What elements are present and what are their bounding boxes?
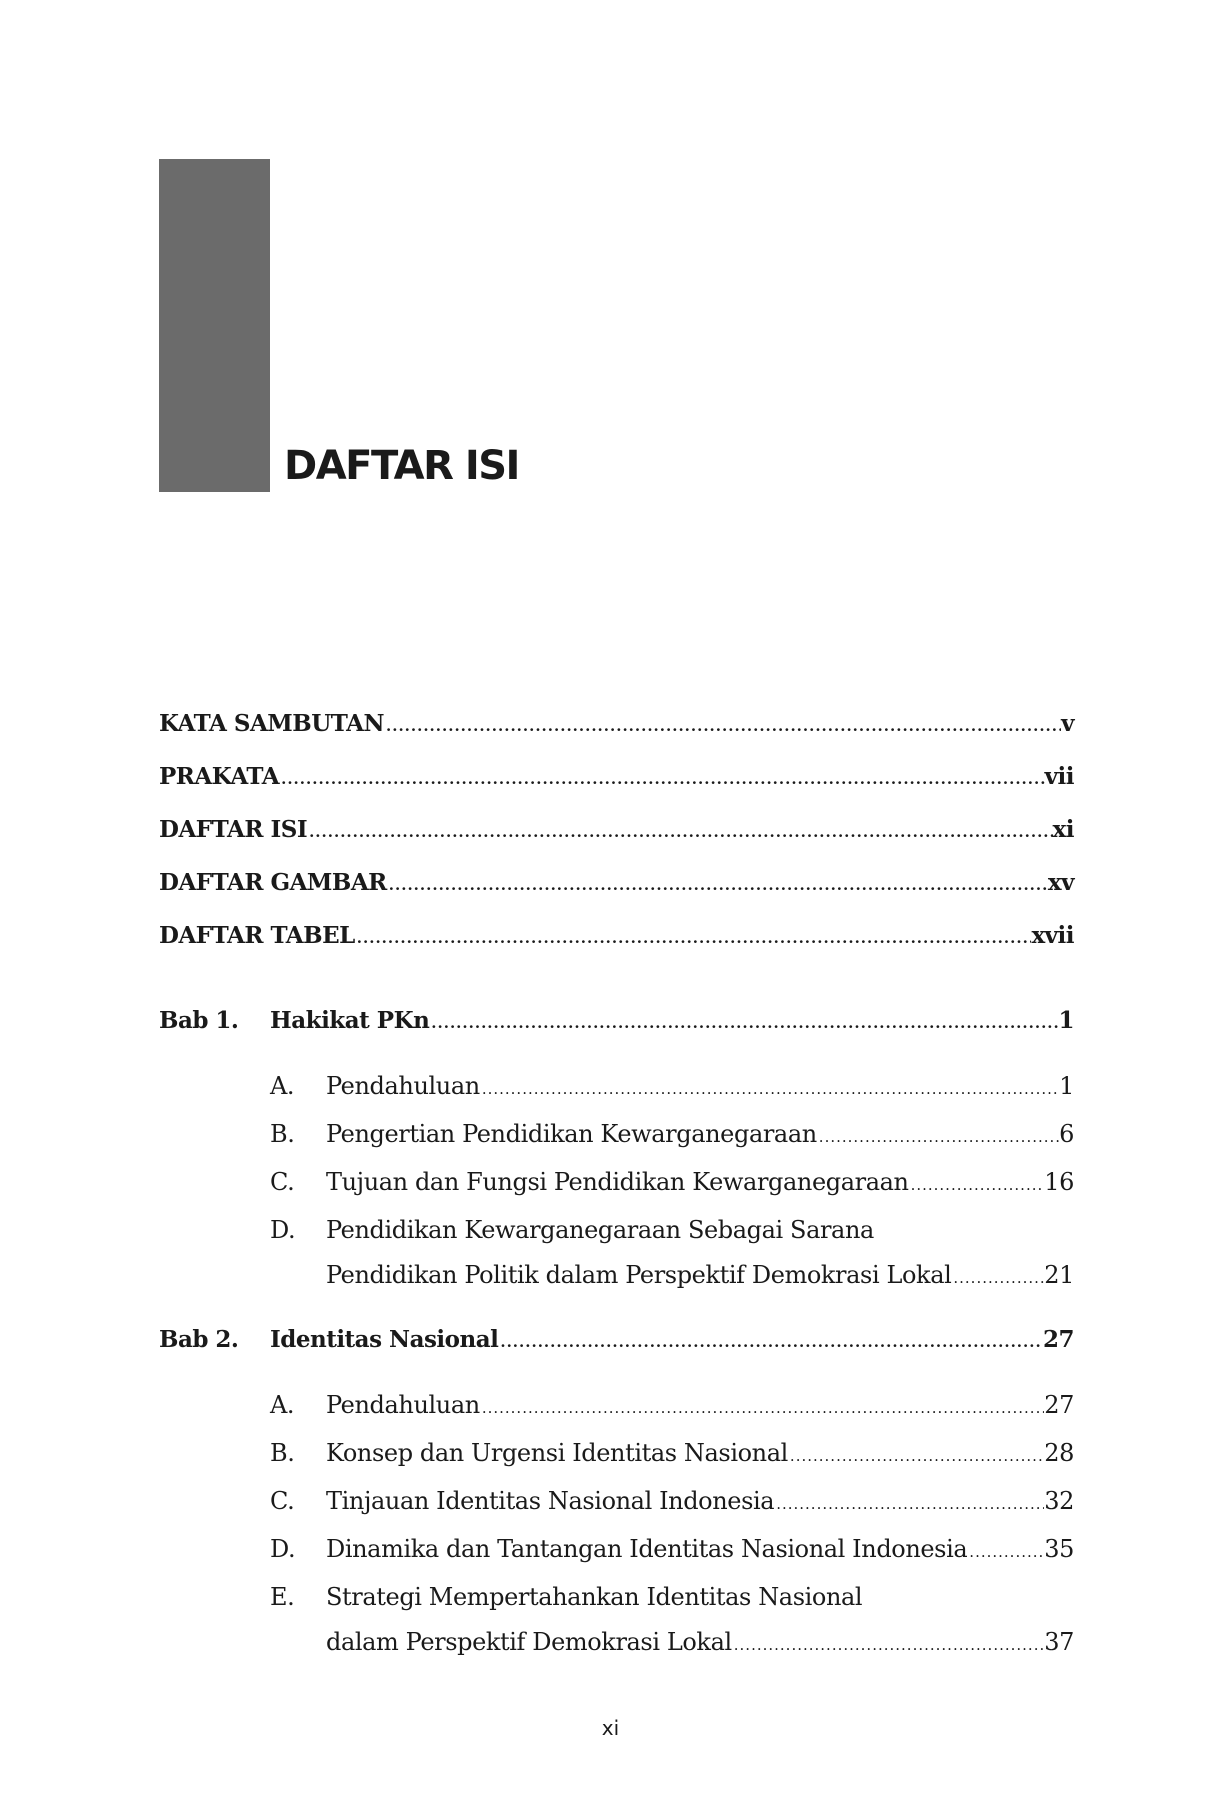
section-title-line-2: dalam Perspektif Demokrasi Lokal <box>326 1628 732 1656</box>
section-page: 28 <box>1044 1439 1074 1467</box>
section-letter: C. <box>270 1168 295 1196</box>
chapter-page: 27 <box>1042 1326 1074 1353</box>
toc-entry-page: xi <box>1052 816 1074 843</box>
toc-entry-section[interactable] <box>270 1431 1074 1479</box>
section-page: 1 <box>1059 1072 1074 1100</box>
toc-entry-section[interactable] <box>270 1479 1074 1527</box>
section-letter: A. <box>270 1391 295 1419</box>
chapter-1 <box>159 1007 1074 1301</box>
toc-entry-label: DAFTAR ISI <box>159 816 308 843</box>
section-title: Konsep dan Urgensi Identitas Nasional <box>326 1439 788 1467</box>
toc-entry-page: v <box>1061 710 1074 737</box>
toc-entry-daftar-isi[interactable] <box>159 816 1074 869</box>
toc-entry-page: xv <box>1047 869 1074 896</box>
toc-entry-section[interactable] <box>270 1575 1074 1668</box>
page-number: xi <box>601 1716 620 1740</box>
dot-leader <box>732 1623 1044 1668</box>
section-page: 37 <box>1044 1628 1074 1656</box>
section-letter: D. <box>270 1535 296 1563</box>
toc-entry-chapter[interactable] <box>159 1326 1074 1383</box>
section-letter: D. <box>270 1216 296 1244</box>
section-page: 32 <box>1044 1487 1074 1515</box>
dot-leader <box>951 1256 1044 1301</box>
chapter-title: Identitas Nasional <box>270 1326 499 1353</box>
toc-entry-daftar-gambar[interactable] <box>159 869 1074 922</box>
section-letter: B. <box>270 1439 295 1467</box>
toc-entry-section[interactable] <box>270 1160 1074 1208</box>
dot-leader <box>480 1067 1059 1112</box>
section-title: Pendahuluan <box>326 1072 480 1100</box>
section-title-line-1: Pendidikan Kewarganegaraan Sebagai Sarana <box>326 1216 874 1244</box>
dot-leader <box>429 1014 1058 1032</box>
toc-entry-label: PRAKATA <box>159 763 280 790</box>
section-page: 16 <box>1044 1168 1074 1196</box>
toc-entry-kata-sambutan[interactable] <box>159 710 1074 763</box>
dot-leader <box>384 717 1061 735</box>
toc-entry-label: KATA SAMBUTAN <box>159 710 384 737</box>
section-title: Dinamika dan Tantangan Identitas Nasional Indonesia <box>326 1535 968 1563</box>
section-letter: A. <box>270 1072 295 1100</box>
dot-leader <box>788 1434 1044 1479</box>
page-title: DAFTAR ISI <box>284 443 519 489</box>
dot-leader <box>279 770 1045 788</box>
section-title: Tujuan dan Fungsi Pendidikan Kewarganegaraan <box>326 1168 909 1196</box>
section-page: 27 <box>1044 1391 1074 1419</box>
chapter-heading-block <box>159 159 270 492</box>
section-title-line-2: Pendidikan Politik dalam Perspektif Demokrasi Lokal <box>326 1261 952 1289</box>
toc-entry-section[interactable] <box>270 1383 1074 1431</box>
toc-entry-label: DAFTAR GAMBAR <box>159 869 387 896</box>
dot-leader <box>498 1333 1043 1351</box>
chapter-number: Bab 1. <box>159 1007 239 1034</box>
toc-entry-page: xvii <box>1031 922 1074 949</box>
section-title: Pendahuluan <box>326 1391 480 1419</box>
section-page: 35 <box>1044 1535 1074 1563</box>
toc-entry-prakata[interactable] <box>159 763 1074 816</box>
dot-leader <box>774 1482 1044 1527</box>
chapter-title: Hakikat PKn <box>270 1007 430 1034</box>
toc-entry-daftar-tabel[interactable] <box>159 922 1074 975</box>
section-page: 6 <box>1059 1120 1074 1148</box>
toc-entry-section[interactable] <box>270 1112 1074 1160</box>
dot-leader <box>480 1386 1044 1431</box>
chapter-number: Bab 2. <box>159 1326 239 1353</box>
toc-entry-chapter[interactable] <box>159 1007 1074 1064</box>
toc-entry-section[interactable] <box>270 1527 1074 1575</box>
chapter-page: 1 <box>1058 1007 1074 1034</box>
table-of-contents <box>159 710 1074 1668</box>
section-letter: B. <box>270 1120 295 1148</box>
toc-entry-label: DAFTAR TABEL <box>159 922 355 949</box>
section-title-line-1: Strategi Mempertahankan Identitas Nasional <box>326 1583 863 1611</box>
dot-leader <box>307 823 1052 841</box>
dot-leader <box>817 1115 1059 1160</box>
section-letter: C. <box>270 1487 295 1515</box>
chapter-2 <box>159 1326 1074 1668</box>
toc-entry-page: vii <box>1044 763 1074 790</box>
dot-leader <box>909 1163 1045 1208</box>
toc-entry-section[interactable] <box>270 1064 1074 1112</box>
dot-leader <box>967 1530 1044 1575</box>
section-title: Tinjauan Identitas Nasional Indonesia <box>326 1487 775 1515</box>
section-page: 21 <box>1044 1261 1074 1289</box>
section-letter: E. <box>270 1583 295 1611</box>
section-title: Pengertian Pendidikan Kewarganegaraan <box>326 1120 817 1148</box>
dot-leader <box>387 876 1048 894</box>
toc-entry-section[interactable] <box>270 1208 1074 1301</box>
dot-leader <box>355 929 1032 947</box>
